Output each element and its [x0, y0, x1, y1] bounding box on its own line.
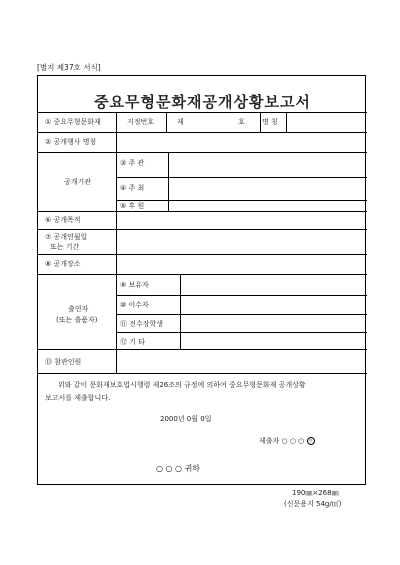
divider [38, 373, 367, 374]
report-form [37, 75, 366, 485]
divider [116, 200, 367, 201]
sponsor-label: ⑤ 후 원 [120, 202, 145, 210]
event-name-label: ② 공개행사 명칭 [45, 138, 97, 146]
submission-date: 2000년 0월 0일 [160, 415, 212, 423]
divider [38, 152, 367, 153]
form-title: 중요무형문화재공개상황보고서 [94, 93, 311, 111]
attendees-label: ⑬ 참관인원 [45, 358, 82, 366]
divider [38, 112, 367, 113]
number-suffix: 호 [238, 118, 245, 126]
graduate-label: ⑩ 이수자 [120, 301, 149, 309]
divider [38, 229, 367, 230]
host-label: ④ 주 최 [120, 184, 145, 192]
column-line [116, 112, 117, 373]
scholar-label: ⑪ 전수장학생 [120, 320, 164, 328]
submitter-line [259, 437, 315, 445]
number-prefix: 제 [177, 118, 184, 126]
divider [116, 295, 367, 296]
column-line [166, 112, 167, 132]
paper-size: 190㎜×268㎜ [292, 489, 339, 497]
designation-number-label: 지정번호 [127, 118, 155, 126]
purpose-label: ⑥ 공개목적 [45, 216, 81, 224]
date-label: ⑦ 공개연월일 [45, 233, 88, 241]
heritage-label: ① 중요무형문화재 [45, 118, 101, 126]
divider [116, 332, 367, 333]
period-label: 또는 기간 [50, 243, 80, 251]
divider [38, 211, 367, 212]
agency-label: 공개기관 [64, 178, 92, 186]
declaration-line-2: 보고서를 제출합니다. [45, 394, 111, 402]
place-label: ⑧ 공개장소 [45, 260, 81, 268]
divider [38, 274, 367, 275]
recipient-line: ○ ○ ○ 귀하 [156, 464, 201, 473]
other-label: ⑫ 기 타 [120, 338, 145, 346]
holder-label: ⑨ 보유자 [120, 281, 149, 289]
divider [38, 132, 367, 133]
declaration-line-1: 위와 같이 문화재보호법시행령 제26조의 규정에 의하여 중요무형문화재 공개상황 [58, 381, 306, 389]
paper-weight: (신문용지 54g/㎡) [284, 500, 342, 508]
column-line [260, 112, 261, 132]
seal-stamp: 인 [307, 437, 315, 445]
column-line [286, 112, 287, 132]
name-label: 명 칭 [262, 118, 278, 126]
column-line [168, 152, 169, 211]
submitter-name: 제출자 ○ ○ ○ [259, 437, 305, 445]
performer-label: 출연자 [68, 305, 89, 313]
divider [116, 314, 367, 315]
organizer-label: ③ 주 관 [120, 159, 145, 167]
divider [38, 349, 367, 350]
form-number-label: [별지 제37호 서식] [37, 63, 101, 72]
divider [116, 177, 367, 178]
column-line [180, 274, 181, 349]
divider [38, 254, 367, 255]
exhibitor-label: (또는 출품자) [56, 316, 98, 324]
